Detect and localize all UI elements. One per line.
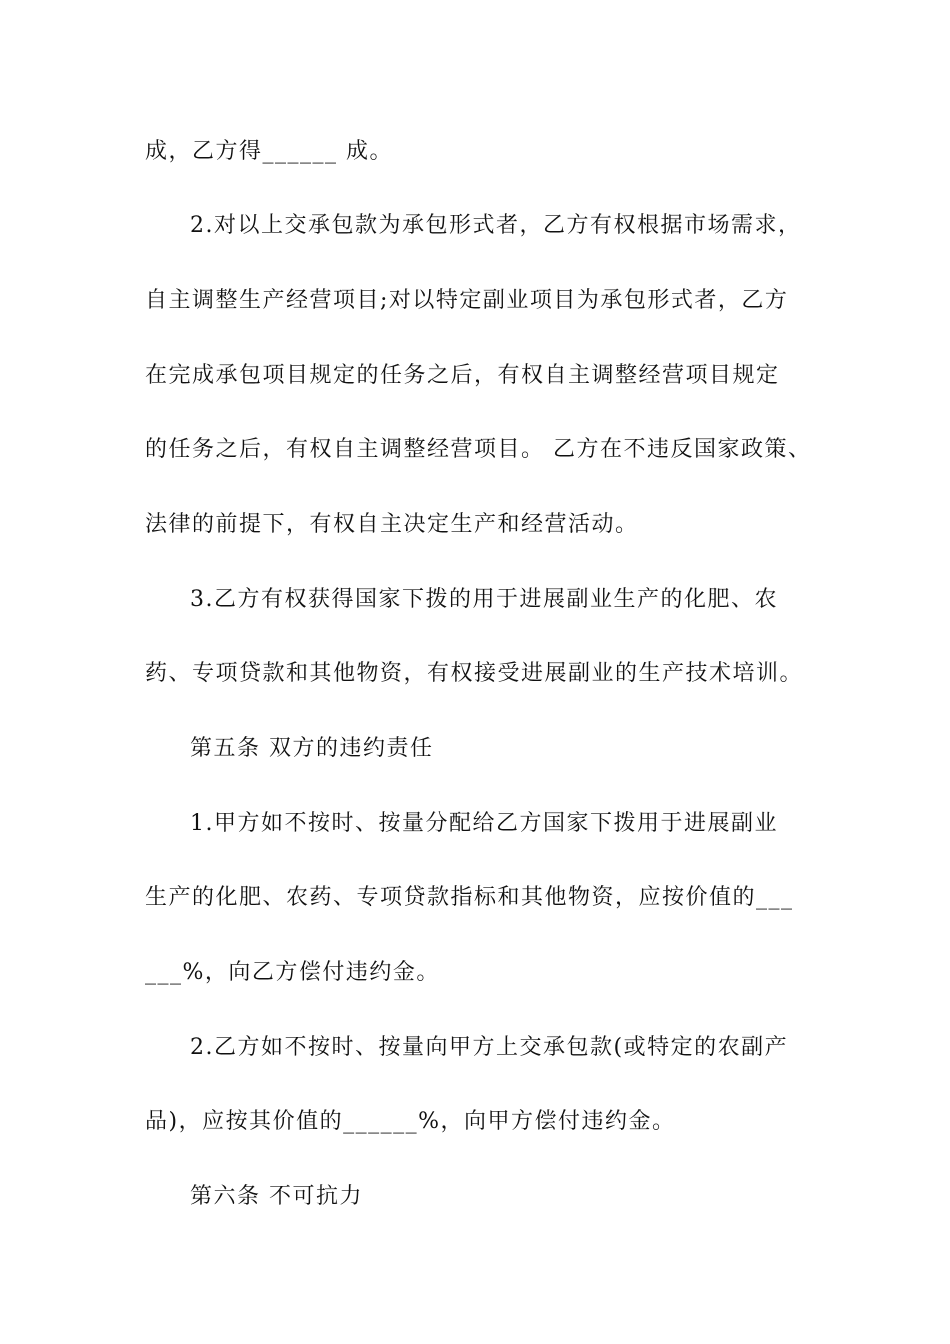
text-line: 的任务之后，有权自主调整经营项目。 乙方在不违反国家政策、 bbox=[145, 437, 812, 462]
text-line: 2.乙方如不按时、按量向甲方上交承包款(或特定的农副产 bbox=[190, 1035, 789, 1060]
text-line: 在完成承包项目规定的任务之后，有权自主调整经营项目规定 bbox=[145, 363, 780, 388]
section-heading: 第六条 不可抗力 bbox=[190, 1184, 363, 1209]
text-line: 成，乙方得______ 成。 bbox=[145, 139, 393, 164]
section-heading: 第五条 双方的违约责任 bbox=[190, 736, 434, 761]
text-line: 3.乙方有权获得国家下拨的用于进展副业生产的化肥、农 bbox=[190, 587, 778, 612]
text-line: 自主调整生产经营项目;对以特定副业项目为承包形式者，乙方 bbox=[145, 288, 789, 313]
text-line: 品)，应按其价值的______%，向甲方偿付违约金。 bbox=[145, 1109, 676, 1134]
text-line: 生产的化肥、农药、专项贷款指标和其他物资，应按价值的___ bbox=[145, 885, 794, 910]
text-line: 1.甲方如不按时、按量分配给乙方国家下拨用于进展副业 bbox=[190, 811, 778, 836]
text-line: 法律的前提下，有权自主决定生产和经营活动。 bbox=[145, 512, 639, 537]
text-line: 药、专项贷款和其他物资，有权接受进展副业的生产技术培训。 bbox=[145, 661, 804, 686]
text-line: ___%，向乙方偿付违约金。 bbox=[145, 960, 440, 985]
text-line: 2.对以上交承包款为承包形式者，乙方有权根据市场需求， bbox=[190, 213, 802, 238]
